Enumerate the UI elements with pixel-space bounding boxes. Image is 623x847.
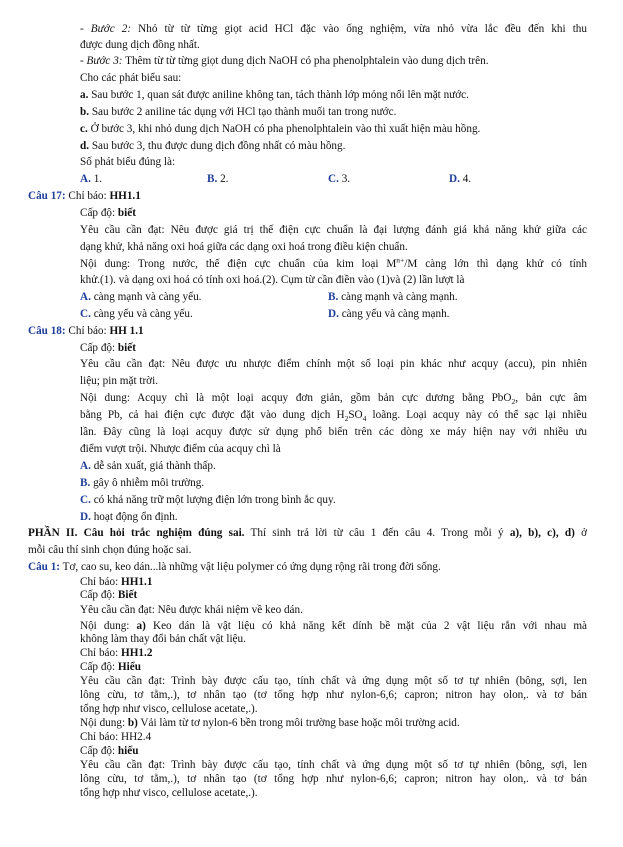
q17-option-a[interactable]: A. càng mạnh và càng yếu.	[80, 291, 202, 303]
q18-option-b[interactable]: B. gây ô nhiễm môi trường.	[80, 477, 205, 489]
intro-text: Cho các phát biểu sau:	[80, 72, 182, 84]
q17-level: Cấp độ: biết	[80, 207, 136, 219]
q1-content-a-line2: không làm thay đổi bản chất vật liệu.	[80, 633, 246, 645]
q1-content-a-line1: Nội dung: a) Keo dán là vật liệu có khả năng kết dính bề mặt của 2 vật liệu rắn với nhau mà	[80, 620, 587, 632]
q17-option-d[interactable]: D. càng yếu và càng mạnh.	[328, 308, 450, 320]
q1-content-b: Nội dung: b) Vải làm từ tơ nylon-6 bền trong môi trường base hoặc môi trường acid.	[80, 717, 460, 729]
q18-content-line2: bằng Pb, cả hai điện cực được đặt vào dung dịch $H_2SO_4$ loãng. Loại acquy này có thể sạc lại nhiều	[80, 409, 587, 424]
part2-heading-line2: mỗi câu thí sinh chọn đúng hoặc sai.	[28, 544, 192, 556]
q17-header: Câu 17: Chỉ báo: HH1.1	[28, 190, 141, 202]
q1-requirement-2-line3: tổng hợp như visco, cellulose acetate,.).	[80, 703, 258, 715]
statement-d: d. Sau bước 3, thu được dung dịch đồng nhất có màu hồng.	[80, 140, 346, 152]
q18-option-c[interactable]: C. có khả năng trữ một lượng điện lớn trong bình ắc quy.	[80, 494, 336, 506]
part2-heading-line1: PHẦN II. Câu hỏi trắc nghiệm đúng sai. Thí sinh trả lời từ câu 1 đến câu 4. Trong mỗi ý a), b), c), d) ở	[28, 527, 587, 539]
step2-line2: được dung dịch đồng nhất.	[80, 39, 200, 51]
q17-requirement-line2: dạng khử, khả năng oxi hoá giữa các dạng oxi hoá trong điều kiện chuẩn.	[80, 241, 408, 253]
q17-option-c[interactable]: C. càng yếu và càng yếu.	[80, 308, 193, 320]
q18-option-d[interactable]: D. hoạt động ổn định.	[80, 511, 178, 523]
statement-a: a. Sau bước 1, quan sát được aniline không tan, tách thành lớp mỏng nổi lên mặt nước.	[80, 89, 469, 101]
q18-option-a[interactable]: A. dễ sản xuất, giá thành thấp.	[80, 460, 216, 472]
step3-line: - Bước 3: Thêm từ từ từng giọt dung dịch NaOH có pha phenolphtalein vào dung dịch trên.	[80, 55, 489, 67]
statement-c: c. Ở bước 3, khi nhỏ dung dịch NaOH có pha phenolphtalein vào thì xuất hiện màu hồng.	[80, 123, 481, 135]
q1-indicator-3: Chỉ báo: HH2.4	[80, 731, 152, 743]
q17-option-b[interactable]: B. càng mạnh và càng mạnh.	[328, 291, 458, 303]
q18-requirement-line2: liệu; pin mặt trời.	[80, 375, 159, 387]
q1-requirement-2-line2: lông cừu, tơ tằm,.), tơ nhân tạo (tơ tổng hợp như nylon-6,6; capron; nitron hay olon,. và tơ bán	[80, 689, 587, 701]
q17-content-line1: Nội dung: Trong nước, thế điện cực chuẩn của kim loại $M^{n+}/M$ càng lớn thì dạng khử có tính	[80, 255, 587, 270]
statement-b: b. Sau bước 2 aniline tác dụng với HCl tạo thành muối tan trong nước.	[80, 106, 397, 118]
q1-level-3: Cấp độ: hiểu	[80, 745, 139, 757]
q18-content-line4: điểm vượt trội. Nhược điểm của acquy chì là	[80, 443, 281, 455]
q1-requirement-3-line3: tổng hợp như visco, cellulose acetate,.).	[80, 787, 258, 799]
q1-requirement-2-line1: Yêu cầu cần đạt: Trình bày được cấu tạo, tính chất và ứng dụng một số tơ tự nhiên (bông, sợi, len	[80, 675, 587, 687]
q1-indicator-2: Chỉ báo: HH1.2	[80, 647, 153, 659]
q18-content-line3: lần. Đây cũng là loại acquy được sử dụng phổ biến trên các dòng xe máy hiện nay với nhiều ưu	[80, 426, 587, 438]
q1-requirement-3-line2: lông cừu, tơ tằm,.), tơ nhân tạo (tơ tổng hợp như nylon-6,6; capron; nitron hay olon,. và tơ bán	[80, 773, 587, 785]
q16-option-a[interactable]: A. 1.	[80, 173, 103, 185]
q1-requirement-1: Yêu cầu cần đạt: Nêu được khái niệm về keo dán.	[80, 604, 303, 616]
q17-content-line2: khử.(1). và dạng oxi hoá có tính oxi hoá.(2). Cụm từ cần điền vào (1)và (2) lần lượt là	[80, 274, 465, 286]
q16-option-b[interactable]: B. 2.	[207, 173, 229, 185]
q16-option-c[interactable]: C. 3.	[328, 173, 351, 185]
q1-indicator-1: Chỉ báo: HH1.1	[80, 576, 153, 588]
count-question: Số phát biểu đúng là:	[80, 156, 176, 168]
q1-level-1: Cấp độ: Biết	[80, 589, 138, 601]
q1-requirement-3-line1: Yêu cầu cần đạt: Trình bày được cấu tạo, tính chất và ứng dụng một số tơ tự nhiên (bông, sợi, len	[80, 759, 587, 771]
q18-header: Câu 18: Chỉ báo: HH 1.1	[28, 325, 144, 337]
q18-requirement-line1: Yêu cầu cần đạt: Nêu được ưu nhược điểm chính một số loại pin khác như acquy (accu), pin nhiên	[80, 358, 587, 370]
q1-level-2: Cấp độ: Hiểu	[80, 661, 141, 673]
step2-line1: - Bước 2: Nhỏ từ từ từng giọt acid HCl đặc vào ống nghiệm, vừa nhỏ vừa lắc đều đến khi thu	[80, 23, 587, 35]
q18-level: Cấp độ: biết	[80, 342, 136, 354]
q18-content-line1: Nội dung: Acquy chì là một loại acquy đơn giản, gồm bản cực dương bằng PbO$_2$, bản cực âm	[80, 392, 587, 407]
q17-requirement-line1: Yêu cầu cần đạt: Nêu được giá trị thế điện cực chuẩn là đại lượng đánh giá khả năng khử giữa các	[80, 224, 587, 236]
q1-header: Câu 1: Tơ, cao su, keo dán...là những vật liệu polymer có ứng dụng rộng rãi trong đời sống.	[28, 561, 441, 573]
q16-option-d[interactable]: D. 4.	[449, 173, 472, 185]
